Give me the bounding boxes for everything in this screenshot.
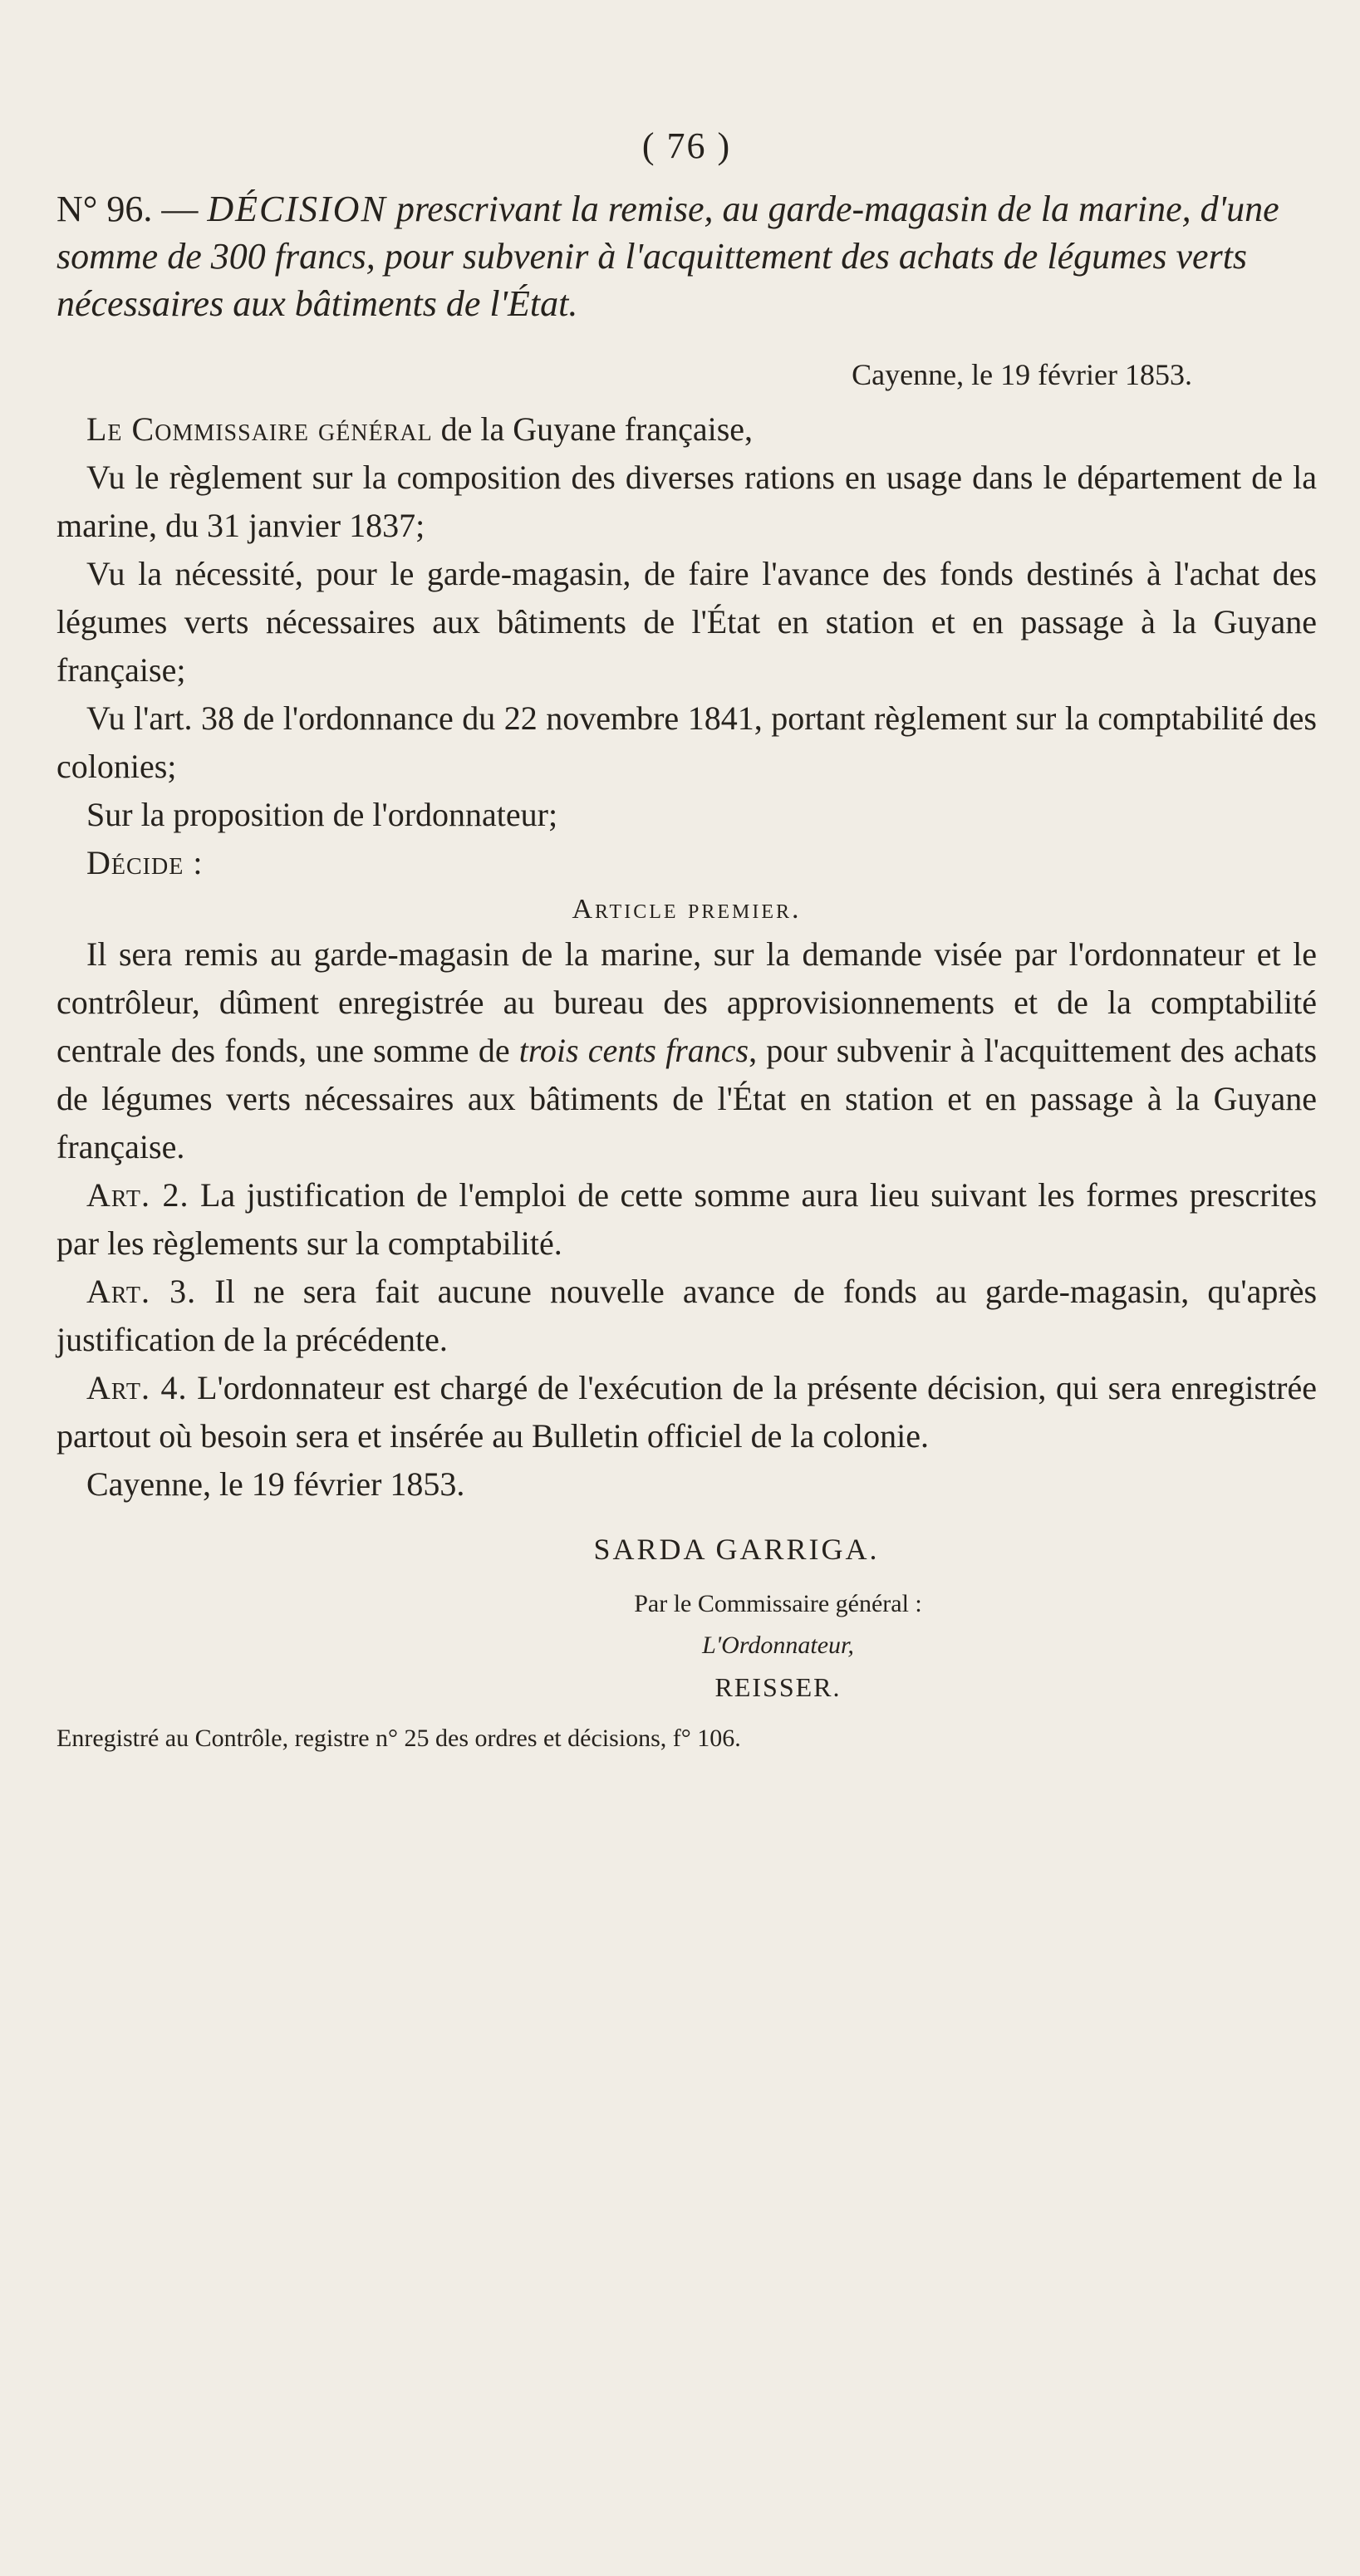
article-3-body: Il ne sera fait aucune nouvelle avance de fonds au garde-magasin, qu'après justification de la précédente. xyxy=(56,1273,1318,1358)
proposal-paragraph: Sur la proposition de l'ordonnateur; xyxy=(86,796,558,833)
decision-heading xyxy=(56,185,1317,327)
considering-paragraph-3: Vu l'art. 38 de l'ordonnance du 22 novembre 1841, portant règlement sur la comptabilité des colonies; xyxy=(56,699,1317,785)
considering-paragraph-2: Vu la nécessité, pour le garde-magasin, de faire l'avance des fonds destinés à l'achat des légumes verts nécessaires aux bâtiments de l'État en station et en passage à la Guyane française; xyxy=(56,555,1317,689)
preamble-paragraph xyxy=(56,405,1317,454)
considering-paragraph-1: Vu le règlement sur la composition des diverses rations en usage dans le département de la marine, du 31 janvier 1837; xyxy=(56,459,1317,544)
attribution-block xyxy=(56,1583,1317,1708)
attribution-line: Par le Commissaire général : xyxy=(634,1590,922,1617)
article-4-label: Art. 4. xyxy=(86,1369,188,1406)
article-3-label: Art. 3. xyxy=(86,1273,197,1310)
article-3-text xyxy=(56,1268,1317,1364)
article-title: Article premier. xyxy=(572,894,802,925)
page-number: ( 76 ) xyxy=(641,125,732,166)
decide-label: Décide : xyxy=(86,844,204,881)
article-1-amount: trois cents francs xyxy=(518,1032,749,1069)
article-2-label: Art. 2. xyxy=(86,1176,189,1214)
article-1-text xyxy=(56,930,1317,1171)
article-1-after: , pour subvenir à l'acquittement des achats de légumes verts nécessaires aux bâtiments de l'État en station et en passage à la Guyane française. xyxy=(56,1032,1318,1165)
attribution-role: L'Ordonnateur, xyxy=(702,1631,854,1659)
preamble-authority: Le Commissaire général xyxy=(86,410,433,448)
closing-date: Cayenne, le 19 février 1853. xyxy=(86,1465,465,1503)
article-2-text xyxy=(56,1171,1317,1268)
decision-number: N° 96. — xyxy=(56,189,199,229)
article-4-body: L'ordonnateur est chargé de l'exécution de la présente décision, qui sera enregistrée partout où besoin sera et insérée au Bulletin officiel de la colonie. xyxy=(56,1369,1317,1455)
preamble-text: de la Guyane française, xyxy=(440,410,754,448)
article-4-text xyxy=(56,1364,1317,1460)
decision-title: prescrivant la remise, au garde-magasin de la marine, d'une somme de 300 francs, pour subvenir à l'acquittement des achats de légumes verts nécessaires aux bâtiments de l'État. xyxy=(56,189,1279,324)
attribution-name: REISSER. xyxy=(714,1672,842,1702)
signature: SARDA GARRIGA. xyxy=(593,1533,880,1566)
article-2-body: La justification de l'emploi de cette somme aura lieu suivant les formes prescrites par les règlements sur la comptabilité. xyxy=(56,1176,1318,1262)
place-date: Cayenne, le 19 février 1853. xyxy=(852,358,1192,391)
decision-title-caps: DÉCISION xyxy=(207,189,387,229)
registration-note: Enregistré au Contrôle, registre n° 25 des ordres et décisions, f° 106. xyxy=(56,1725,741,1752)
article-1-before: Il sera remis au garde-magasin de la marine, sur la demande visée par l'ordonnateur et le contrôleur, dûment enregistrée au bureau des approvisionnements et de la comptabilité centrale des fonds, une somme de xyxy=(56,935,1317,1069)
